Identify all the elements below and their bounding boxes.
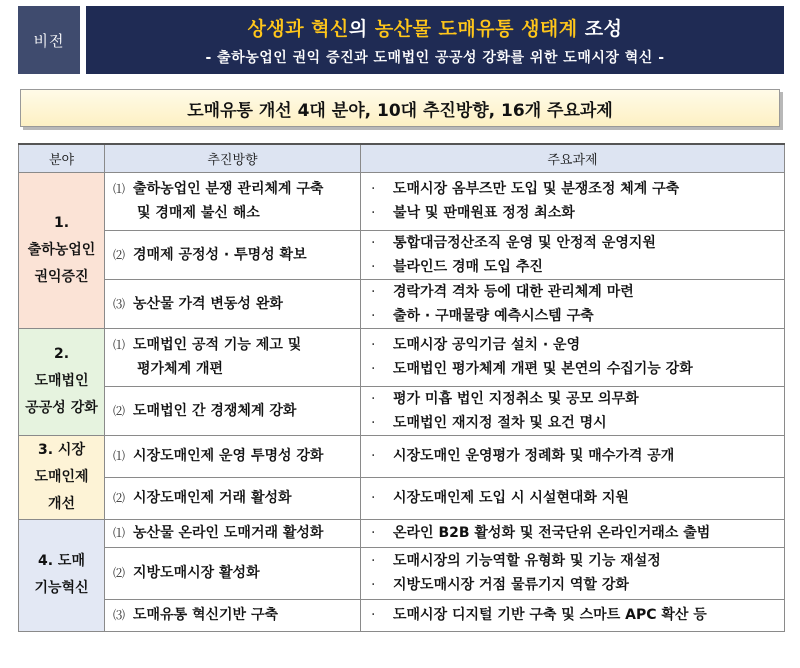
direction-line: 및 경매제 불신 해소 — [137, 205, 260, 221]
tasks-cell — [361, 547, 785, 599]
tasks-cell — [361, 279, 785, 328]
task-item: · 시장도매인 운영평가 정례화 및 매수가격 공개 — [371, 444, 784, 468]
header-tasks: 주요과제 — [361, 144, 785, 172]
direction-line: ⑴ 출하농업인 분쟁 관리체계 구축 — [113, 181, 324, 197]
task-item: · 도매법인 평가체계 개편 및 본연의 수집기능 강화 — [371, 357, 784, 381]
tasks-cell — [361, 172, 785, 230]
direction-cell — [105, 547, 361, 599]
direction-number: ⑵ — [113, 566, 126, 580]
direction-line: ⑵ 지방도매시장 활성화 — [113, 565, 260, 581]
tasks-cell — [361, 230, 785, 279]
direction-number: ⑵ — [113, 247, 126, 262]
task-item: · 평가 미흡 법인 지정취소 및 공모 의무화 — [371, 387, 784, 411]
vision-title-part: 상생과 혁신 — [247, 17, 349, 40]
category-line: 3. 시장 — [38, 441, 85, 458]
bullet-icon: · — [371, 390, 376, 407]
tasks-cell — [361, 328, 785, 386]
header-direction: 추진방향 — [105, 144, 361, 172]
bullet-icon: · — [371, 258, 376, 275]
direction-line: 평가체계 개편 — [137, 361, 224, 377]
table-row — [19, 279, 785, 328]
direction-number: ⑴ — [113, 338, 126, 352]
direction-number: ⑴ — [113, 526, 126, 540]
table-row — [19, 599, 785, 631]
table-row — [19, 519, 785, 547]
category-cell — [19, 172, 105, 328]
table-header-row — [19, 144, 785, 172]
policy-table — [18, 143, 785, 632]
direction-line: ⑶ 도매유통 혁신기반 구축 — [113, 607, 279, 623]
tasks-cell — [361, 477, 785, 519]
direction-line: ⑶ 농산물 가격 변동성 완화 — [113, 295, 283, 312]
vision-title-part: 조성 — [577, 17, 623, 40]
bullet-icon: · — [371, 607, 376, 623]
table-row — [19, 230, 785, 279]
table-row — [19, 547, 785, 599]
task-item: · 도매시장의 기능역할 유형화 및 기능 재설정 — [371, 549, 784, 573]
bullet-icon: · — [371, 414, 376, 431]
vision-title-part: 농산물 도매유통 생태계 — [374, 17, 578, 40]
task-item: · 도매시장 옴부즈만 도입 및 분쟁조정 체계 구축 — [371, 177, 784, 201]
tasks-cell — [361, 435, 785, 477]
direction-line: ⑴ 시장도매인제 운영 투명성 강화 — [113, 448, 324, 464]
table-row — [19, 328, 785, 386]
category-cell — [19, 435, 105, 519]
direction-cell — [105, 230, 361, 279]
bullet-icon: · — [371, 205, 376, 221]
table-row — [19, 477, 785, 519]
vision-title — [248, 14, 623, 41]
task-item: · 통합대금정산조직 운영 및 안정적 운영지원 — [371, 231, 784, 255]
category-line: 개선 — [47, 495, 76, 512]
bullet-icon: · — [371, 283, 376, 300]
direction-number: ⑵ — [113, 403, 126, 418]
task-item: · 시장도매인제 도입 시 시설현대화 지원 — [371, 486, 784, 510]
direction-number: ⑶ — [113, 296, 126, 311]
table-row — [19, 435, 785, 477]
table-row — [19, 386, 785, 435]
task-item: · 출하 · 구매물량 예측시스템 구축 — [371, 304, 784, 328]
table-row — [19, 172, 785, 230]
direction-number: ⑵ — [113, 491, 126, 505]
bullet-icon: · — [371, 307, 376, 324]
category-line: 기능혁신 — [34, 580, 89, 596]
task-item: · 도매시장 디지털 기반 구축 및 스마트 APC 확산 등 — [371, 603, 784, 627]
direction-cell — [105, 172, 361, 230]
category-line: 2. — [53, 346, 70, 362]
category-line: 4. 도매 — [38, 553, 85, 569]
summary-banner: 도매유통 개선 4대 분야, 10대 추진방향, 16개 주요과제 — [20, 89, 780, 127]
direction-line: ⑴ 농산물 온라인 도매거래 활성화 — [113, 525, 324, 541]
vision-title-part: 의 — [348, 17, 375, 40]
category-cell — [19, 328, 105, 435]
task-item: · 경락가격 격차 등에 대한 관리체계 마련 — [371, 280, 784, 304]
bullet-icon: · — [371, 525, 376, 541]
direction-number: ⑶ — [113, 608, 126, 622]
category-line: 권익증진 — [34, 268, 89, 285]
direction-cell — [105, 477, 361, 519]
direction-line: ⑵ 도매법인 간 경쟁체계 강화 — [113, 402, 297, 419]
tasks-cell — [361, 599, 785, 631]
category-line: 도매법인 — [34, 373, 89, 389]
direction-line: ⑵ 시장도매인제 거래 활성화 — [113, 490, 292, 506]
direction-cell — [105, 519, 361, 547]
direction-cell — [105, 435, 361, 477]
vision-label: 비전 — [18, 6, 80, 74]
bullet-icon: · — [371, 490, 376, 506]
task-item: · 블라인드 경매 도입 추진 — [371, 255, 784, 279]
vision-box — [86, 6, 784, 74]
vision-header — [18, 6, 784, 74]
tasks-cell — [361, 386, 785, 435]
task-item: · 도매시장 공익기금 설치 · 운영 — [371, 333, 784, 357]
bullet-icon: · — [371, 234, 376, 251]
category-line: 도매인제 — [34, 468, 89, 485]
category-line: 1. — [53, 214, 70, 231]
direction-cell — [105, 386, 361, 435]
direction-cell — [105, 328, 361, 386]
bullet-icon: · — [371, 577, 376, 593]
category-cell — [19, 519, 105, 631]
direction-line: ⑴ 도매법인 공적 기능 제고 및 — [113, 337, 302, 353]
vision-subtitle: - 출하농업인 권익 증진과 도매법인 공공성 강화를 위한 도매시장 혁신 - — [205, 49, 665, 66]
task-item: · 불낙 및 판매원표 정정 최소화 — [371, 201, 784, 225]
tasks-cell — [361, 519, 785, 547]
table-body — [19, 172, 785, 631]
category-line: 공공성 강화 — [25, 400, 98, 416]
task-item: · 지방도매시장 거점 물류기지 역할 강화 — [371, 573, 784, 597]
bullet-icon: · — [371, 337, 376, 353]
bullet-icon: · — [371, 361, 376, 377]
bullet-icon: · — [371, 448, 376, 464]
task-item: · 온라인 B2B 활성화 및 전국단위 온라인거래소 출범 — [371, 521, 784, 545]
direction-cell — [105, 599, 361, 631]
direction-cell — [105, 279, 361, 328]
category-line: 출하농업인 — [27, 241, 96, 258]
direction-line: ⑵ 경매제 공정성 · 투명성 확보 — [113, 246, 307, 263]
bullet-icon: · — [371, 553, 376, 569]
header-category: 분야 — [19, 144, 105, 172]
task-item: · 도매법인 재지정 절차 및 요건 명시 — [371, 411, 784, 435]
direction-number: ⑴ — [113, 449, 126, 463]
bullet-icon: · — [371, 181, 376, 197]
direction-number: ⑴ — [113, 182, 126, 196]
